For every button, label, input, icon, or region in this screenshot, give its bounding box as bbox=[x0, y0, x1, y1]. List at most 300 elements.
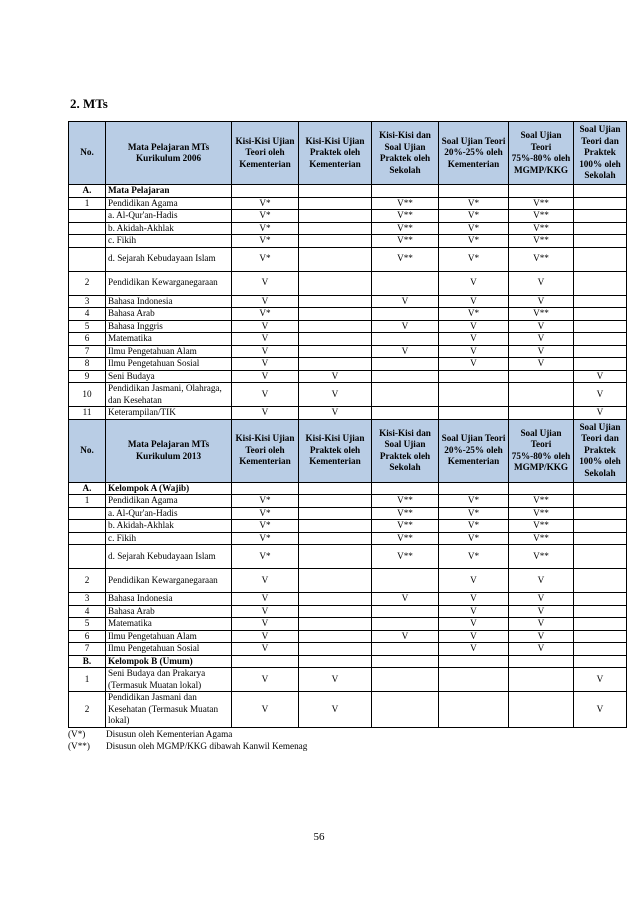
check-cell bbox=[439, 185, 509, 198]
check-cell: V bbox=[299, 668, 372, 692]
check-cell: V bbox=[439, 333, 509, 346]
subject-name: d. Sejarah Kebudayaan Islam bbox=[106, 247, 232, 271]
column-header: Soal Ujian Teori dan Praktek 100% oleh Sekolah bbox=[574, 122, 627, 185]
row-number: A. bbox=[69, 482, 106, 495]
check-cell: V bbox=[299, 370, 372, 383]
subject-name: b. Akidah-Akhlak bbox=[106, 222, 232, 235]
check-cell: V bbox=[232, 407, 299, 420]
check-cell: V bbox=[509, 605, 574, 618]
check-cell bbox=[299, 630, 372, 643]
check-cell: V* bbox=[439, 222, 509, 235]
check-cell: V** bbox=[372, 235, 439, 248]
check-cell: V bbox=[509, 643, 574, 656]
check-cell bbox=[574, 532, 627, 545]
subject-name: Pendidikan Jasmani, Olahraga, dan Kesehatan bbox=[106, 383, 232, 407]
check-cell: V bbox=[232, 630, 299, 643]
check-cell: V** bbox=[372, 210, 439, 223]
table-row bbox=[69, 495, 627, 508]
row-number: 7 bbox=[69, 345, 106, 358]
check-cell: V** bbox=[509, 532, 574, 545]
row-number: 1 bbox=[69, 668, 106, 692]
table-header-row bbox=[69, 419, 627, 482]
row-number: 5 bbox=[69, 320, 106, 333]
check-cell: V bbox=[439, 358, 509, 371]
column-header: Kisi-Kisi Ujian Praktek oleh Kementerian bbox=[299, 122, 372, 185]
check-cell: V bbox=[439, 271, 509, 295]
check-cell bbox=[372, 333, 439, 346]
check-cell bbox=[299, 643, 372, 656]
row-number: 10 bbox=[69, 383, 106, 407]
section-row bbox=[69, 482, 627, 495]
check-cell bbox=[299, 593, 372, 606]
check-cell: V bbox=[372, 320, 439, 333]
check-cell: V bbox=[299, 383, 372, 407]
check-cell: V bbox=[232, 668, 299, 692]
section-heading: 2. MTs bbox=[70, 96, 108, 111]
subject-name: d. Sejarah Kebudayaan Islam bbox=[106, 545, 232, 569]
check-cell bbox=[509, 185, 574, 198]
check-cell bbox=[574, 271, 627, 295]
check-cell: V bbox=[232, 345, 299, 358]
subject-name: Pendidikan Kewarganegaraan bbox=[106, 271, 232, 295]
check-cell: V bbox=[574, 668, 627, 692]
table-row bbox=[69, 333, 627, 346]
row-number: B. bbox=[69, 655, 106, 668]
row-number: 7 bbox=[69, 643, 106, 656]
footnote-item bbox=[68, 740, 307, 752]
check-cell: V** bbox=[372, 507, 439, 520]
subject-name: Ilmu Pengetahuan Alam bbox=[106, 630, 232, 643]
check-cell: V** bbox=[372, 197, 439, 210]
check-cell bbox=[439, 370, 509, 383]
check-cell bbox=[574, 320, 627, 333]
check-cell bbox=[372, 308, 439, 321]
check-cell: V bbox=[509, 345, 574, 358]
check-cell bbox=[232, 185, 299, 198]
table-row bbox=[69, 630, 627, 643]
table-row bbox=[69, 358, 627, 371]
column-header: Kisi-Kisi Ujian Teori oleh Kementerian bbox=[232, 419, 299, 482]
column-header: Kisi-Kisi Ujian Praktek oleh Kementerian bbox=[299, 419, 372, 482]
row-number: 9 bbox=[69, 370, 106, 383]
check-cell: V** bbox=[509, 520, 574, 533]
table-row bbox=[69, 295, 627, 308]
column-header: Soal Ujian Teori 75%-80% oleh MGMP/KKG bbox=[509, 419, 574, 482]
subject-name: a. Al-Qur'an-Hadis bbox=[106, 507, 232, 520]
check-cell bbox=[439, 655, 509, 668]
row-number bbox=[69, 545, 106, 569]
check-cell: V* bbox=[232, 520, 299, 533]
mts-assessment-table bbox=[68, 121, 627, 728]
table-row bbox=[69, 507, 627, 520]
row-number: 5 bbox=[69, 618, 106, 631]
column-header: Soal Ujian Teori 20%-25% oleh Kementerian bbox=[439, 419, 509, 482]
check-cell: V* bbox=[232, 495, 299, 508]
check-cell: V** bbox=[509, 545, 574, 569]
row-number: 11 bbox=[69, 407, 106, 420]
check-cell bbox=[372, 383, 439, 407]
check-cell bbox=[299, 235, 372, 248]
check-cell: V bbox=[439, 618, 509, 631]
check-cell: V bbox=[232, 271, 299, 295]
subject-name: Ilmu Pengetahuan Sosial bbox=[106, 643, 232, 656]
check-cell: V* bbox=[232, 247, 299, 271]
check-cell bbox=[299, 655, 372, 668]
subject-name: Kelompok B (Umum) bbox=[106, 655, 232, 668]
subject-name: c. Fikih bbox=[106, 235, 232, 248]
check-cell: V* bbox=[439, 247, 509, 271]
column-header: Kisi-Kisi Ujian Teori oleh Kementerian bbox=[232, 122, 299, 185]
table-row bbox=[69, 370, 627, 383]
check-cell bbox=[299, 185, 372, 198]
check-cell: V bbox=[232, 569, 299, 593]
check-cell: V* bbox=[439, 507, 509, 520]
check-cell: V bbox=[509, 271, 574, 295]
table-row bbox=[69, 532, 627, 545]
check-cell: V* bbox=[439, 532, 509, 545]
check-cell: V bbox=[574, 383, 627, 407]
table-header-row bbox=[69, 122, 627, 185]
column-header: Mata Pelajaran MTs Kurikulum 2013 bbox=[106, 419, 232, 482]
check-cell bbox=[574, 345, 627, 358]
check-cell bbox=[232, 482, 299, 495]
check-cell bbox=[299, 507, 372, 520]
check-cell: V* bbox=[439, 197, 509, 210]
check-cell: V bbox=[439, 605, 509, 618]
check-cell: V bbox=[232, 295, 299, 308]
check-cell: V* bbox=[439, 235, 509, 248]
footnotes bbox=[68, 728, 307, 752]
check-cell: V bbox=[574, 370, 627, 383]
check-cell bbox=[372, 407, 439, 420]
check-cell bbox=[372, 605, 439, 618]
check-cell: V** bbox=[372, 545, 439, 569]
check-cell bbox=[509, 383, 574, 407]
subject-name: Bahasa Inggris bbox=[106, 320, 232, 333]
check-cell bbox=[299, 345, 372, 358]
subject-name: a. Al-Qur'an-Hadis bbox=[106, 210, 232, 223]
check-cell: V bbox=[439, 295, 509, 308]
table-row bbox=[69, 320, 627, 333]
check-cell: V bbox=[232, 383, 299, 407]
column-header: Kisi-Kisi dan Soal Ujian Praktek oleh Sekolah bbox=[372, 419, 439, 482]
subject-name: Matematika bbox=[106, 618, 232, 631]
check-cell bbox=[439, 482, 509, 495]
footnote-key: (V**) bbox=[68, 741, 90, 751]
check-cell bbox=[299, 569, 372, 593]
subject-name: Mata Pelajaran bbox=[106, 185, 232, 198]
check-cell: V** bbox=[372, 247, 439, 271]
check-cell bbox=[232, 655, 299, 668]
check-cell: V bbox=[232, 618, 299, 631]
check-cell: V* bbox=[232, 235, 299, 248]
check-cell bbox=[372, 618, 439, 631]
check-cell: V* bbox=[439, 495, 509, 508]
row-number: 8 bbox=[69, 358, 106, 371]
check-cell: V bbox=[232, 320, 299, 333]
check-cell bbox=[372, 643, 439, 656]
check-cell: V bbox=[299, 692, 372, 728]
check-cell bbox=[574, 520, 627, 533]
check-cell bbox=[372, 668, 439, 692]
table-row bbox=[69, 345, 627, 358]
check-cell: V* bbox=[439, 210, 509, 223]
footnote-text: Disusun oleh Kementerian Agama bbox=[106, 729, 233, 739]
check-cell: V bbox=[372, 295, 439, 308]
check-cell bbox=[574, 605, 627, 618]
check-cell bbox=[509, 482, 574, 495]
check-cell bbox=[574, 222, 627, 235]
check-cell bbox=[299, 358, 372, 371]
check-cell: V* bbox=[232, 308, 299, 321]
column-header: No. bbox=[69, 122, 106, 185]
check-cell: V* bbox=[232, 532, 299, 545]
check-cell: V bbox=[232, 358, 299, 371]
check-cell bbox=[574, 618, 627, 631]
check-cell bbox=[372, 358, 439, 371]
footnote-key: (V*) bbox=[68, 729, 86, 739]
row-number: 3 bbox=[69, 295, 106, 308]
check-cell bbox=[574, 210, 627, 223]
check-cell bbox=[574, 507, 627, 520]
check-cell: V* bbox=[439, 308, 509, 321]
check-cell bbox=[372, 692, 439, 728]
check-cell bbox=[509, 370, 574, 383]
column-header: Kisi-Kisi dan Soal Ujian Praktek oleh Sekolah bbox=[372, 122, 439, 185]
table-row bbox=[69, 222, 627, 235]
row-number bbox=[69, 507, 106, 520]
check-cell: V** bbox=[509, 222, 574, 235]
subject-name: Ilmu Pengetahuan Alam bbox=[106, 345, 232, 358]
subject-name: Bahasa Arab bbox=[106, 605, 232, 618]
check-cell: V bbox=[232, 333, 299, 346]
check-cell bbox=[574, 569, 627, 593]
check-cell bbox=[299, 605, 372, 618]
footnote-item bbox=[68, 728, 307, 740]
check-cell bbox=[574, 593, 627, 606]
column-header: Soal Ujian Teori 75%-80% oleh MGMP/KKG bbox=[509, 122, 574, 185]
column-header: Soal Ujian Teori dan Praktek 100% oleh Sekolah bbox=[574, 419, 627, 482]
check-cell: V bbox=[574, 407, 627, 420]
subject-name: Bahasa Arab bbox=[106, 308, 232, 321]
check-cell bbox=[299, 295, 372, 308]
row-number bbox=[69, 247, 106, 271]
check-cell: V bbox=[372, 593, 439, 606]
check-cell: V bbox=[232, 692, 299, 728]
check-cell bbox=[509, 655, 574, 668]
check-cell: V bbox=[509, 295, 574, 308]
table-row bbox=[69, 545, 627, 569]
row-number: 1 bbox=[69, 197, 106, 210]
check-cell bbox=[574, 308, 627, 321]
row-number: 1 bbox=[69, 495, 106, 508]
check-cell: V bbox=[372, 345, 439, 358]
check-cell: V** bbox=[509, 507, 574, 520]
table-row bbox=[69, 605, 627, 618]
check-cell bbox=[299, 247, 372, 271]
check-cell bbox=[439, 407, 509, 420]
check-cell: V bbox=[439, 345, 509, 358]
check-cell: V** bbox=[509, 197, 574, 210]
check-cell bbox=[574, 333, 627, 346]
subject-name: Pendidikan Jasmani dan Kesehatan (Termasuk Muatan lokal) bbox=[106, 692, 232, 728]
row-number bbox=[69, 235, 106, 248]
check-cell: V** bbox=[372, 495, 439, 508]
check-cell bbox=[372, 271, 439, 295]
check-cell: V* bbox=[439, 520, 509, 533]
check-cell bbox=[299, 333, 372, 346]
table-row bbox=[69, 197, 627, 210]
check-cell: V** bbox=[372, 520, 439, 533]
check-cell: V bbox=[509, 333, 574, 346]
check-cell: V bbox=[439, 569, 509, 593]
check-cell: V* bbox=[439, 545, 509, 569]
check-cell bbox=[299, 210, 372, 223]
subject-name: Bahasa Indonesia bbox=[106, 593, 232, 606]
check-cell: V* bbox=[232, 222, 299, 235]
check-cell bbox=[439, 383, 509, 407]
check-cell bbox=[372, 482, 439, 495]
check-cell: V** bbox=[509, 247, 574, 271]
check-cell bbox=[299, 197, 372, 210]
subject-name: Pendidikan Agama bbox=[106, 495, 232, 508]
footnote-text: Disusun oleh MGMP/KKG dibawah Kanwil Kemenag bbox=[106, 741, 308, 751]
table-row bbox=[69, 383, 627, 407]
check-cell bbox=[574, 185, 627, 198]
row-number: 2 bbox=[69, 271, 106, 295]
table-row bbox=[69, 569, 627, 593]
table-row bbox=[69, 210, 627, 223]
table-row bbox=[69, 247, 627, 271]
check-cell: V** bbox=[509, 235, 574, 248]
page-number: 56 bbox=[313, 831, 325, 843]
check-cell: V bbox=[299, 407, 372, 420]
column-header: Soal Ujian Teori 20%-25% oleh Kementerian bbox=[439, 122, 509, 185]
check-cell: V* bbox=[232, 545, 299, 569]
check-cell: V** bbox=[509, 308, 574, 321]
check-cell: V bbox=[509, 618, 574, 631]
check-cell bbox=[299, 618, 372, 631]
check-cell bbox=[299, 532, 372, 545]
check-cell bbox=[299, 482, 372, 495]
check-cell bbox=[372, 569, 439, 593]
check-cell: V bbox=[232, 370, 299, 383]
check-cell: V bbox=[232, 605, 299, 618]
row-number bbox=[69, 520, 106, 533]
subject-name: Seni Budaya bbox=[106, 370, 232, 383]
check-cell: V bbox=[439, 320, 509, 333]
check-cell bbox=[372, 185, 439, 198]
check-cell: V** bbox=[372, 222, 439, 235]
column-header: Mata Pelajaran MTs Kurikulum 2006 bbox=[106, 122, 232, 185]
check-cell bbox=[574, 495, 627, 508]
check-cell: V* bbox=[232, 197, 299, 210]
check-cell bbox=[574, 247, 627, 271]
row-number: A. bbox=[69, 185, 106, 198]
check-cell: V** bbox=[509, 495, 574, 508]
check-cell bbox=[574, 643, 627, 656]
table-row bbox=[69, 308, 627, 321]
row-number: 6 bbox=[69, 333, 106, 346]
table-row bbox=[69, 235, 627, 248]
row-number bbox=[69, 222, 106, 235]
check-cell bbox=[574, 197, 627, 210]
check-cell bbox=[439, 692, 509, 728]
check-cell: V bbox=[232, 593, 299, 606]
check-cell: V** bbox=[372, 532, 439, 545]
row-number: 4 bbox=[69, 605, 106, 618]
check-cell: V bbox=[232, 643, 299, 656]
subject-name: Ilmu Pengetahuan Sosial bbox=[106, 358, 232, 371]
row-number bbox=[69, 532, 106, 545]
table-row bbox=[69, 271, 627, 295]
table-row bbox=[69, 407, 627, 420]
check-cell: V bbox=[439, 630, 509, 643]
section-row bbox=[69, 185, 627, 198]
check-cell bbox=[372, 655, 439, 668]
check-cell bbox=[574, 482, 627, 495]
row-number: 4 bbox=[69, 308, 106, 321]
row-number: 6 bbox=[69, 630, 106, 643]
check-cell bbox=[299, 271, 372, 295]
check-cell bbox=[574, 235, 627, 248]
subject-name: Keterampilan/TIK bbox=[106, 407, 232, 420]
check-cell bbox=[299, 545, 372, 569]
column-header: No. bbox=[69, 419, 106, 482]
check-cell: V bbox=[574, 692, 627, 728]
check-cell bbox=[509, 692, 574, 728]
section-row bbox=[69, 655, 627, 668]
check-cell bbox=[574, 295, 627, 308]
check-cell: V bbox=[509, 320, 574, 333]
subject-name: Matematika bbox=[106, 333, 232, 346]
check-cell: V bbox=[509, 569, 574, 593]
subject-name: Kelompok A (Wajib) bbox=[106, 482, 232, 495]
check-cell bbox=[299, 495, 372, 508]
check-cell bbox=[509, 407, 574, 420]
table-row bbox=[69, 520, 627, 533]
subject-name: Seni Budaya dan Prakarya (Termasuk Muatan lokal) bbox=[106, 668, 232, 692]
table-row bbox=[69, 692, 627, 728]
check-cell: V* bbox=[232, 507, 299, 520]
check-cell: V** bbox=[509, 210, 574, 223]
check-cell: V bbox=[439, 593, 509, 606]
row-number: 2 bbox=[69, 569, 106, 593]
table-row bbox=[69, 593, 627, 606]
check-cell: V bbox=[439, 643, 509, 656]
check-cell: V bbox=[372, 630, 439, 643]
check-cell bbox=[574, 630, 627, 643]
subject-name: Bahasa Indonesia bbox=[106, 295, 232, 308]
subject-name: c. Fikih bbox=[106, 532, 232, 545]
check-cell bbox=[574, 358, 627, 371]
check-cell: V bbox=[509, 593, 574, 606]
check-cell bbox=[574, 545, 627, 569]
check-cell bbox=[299, 222, 372, 235]
row-number: 2 bbox=[69, 692, 106, 728]
table-row bbox=[69, 668, 627, 692]
row-number bbox=[69, 210, 106, 223]
subject-name: b. Akidah-Akhlak bbox=[106, 520, 232, 533]
check-cell bbox=[299, 320, 372, 333]
check-cell bbox=[439, 668, 509, 692]
check-cell bbox=[372, 370, 439, 383]
check-cell bbox=[509, 668, 574, 692]
subject-name: Pendidikan Agama bbox=[106, 197, 232, 210]
check-cell bbox=[299, 520, 372, 533]
subject-name: Pendidikan Kewarganegaraan bbox=[106, 569, 232, 593]
check-cell bbox=[299, 308, 372, 321]
